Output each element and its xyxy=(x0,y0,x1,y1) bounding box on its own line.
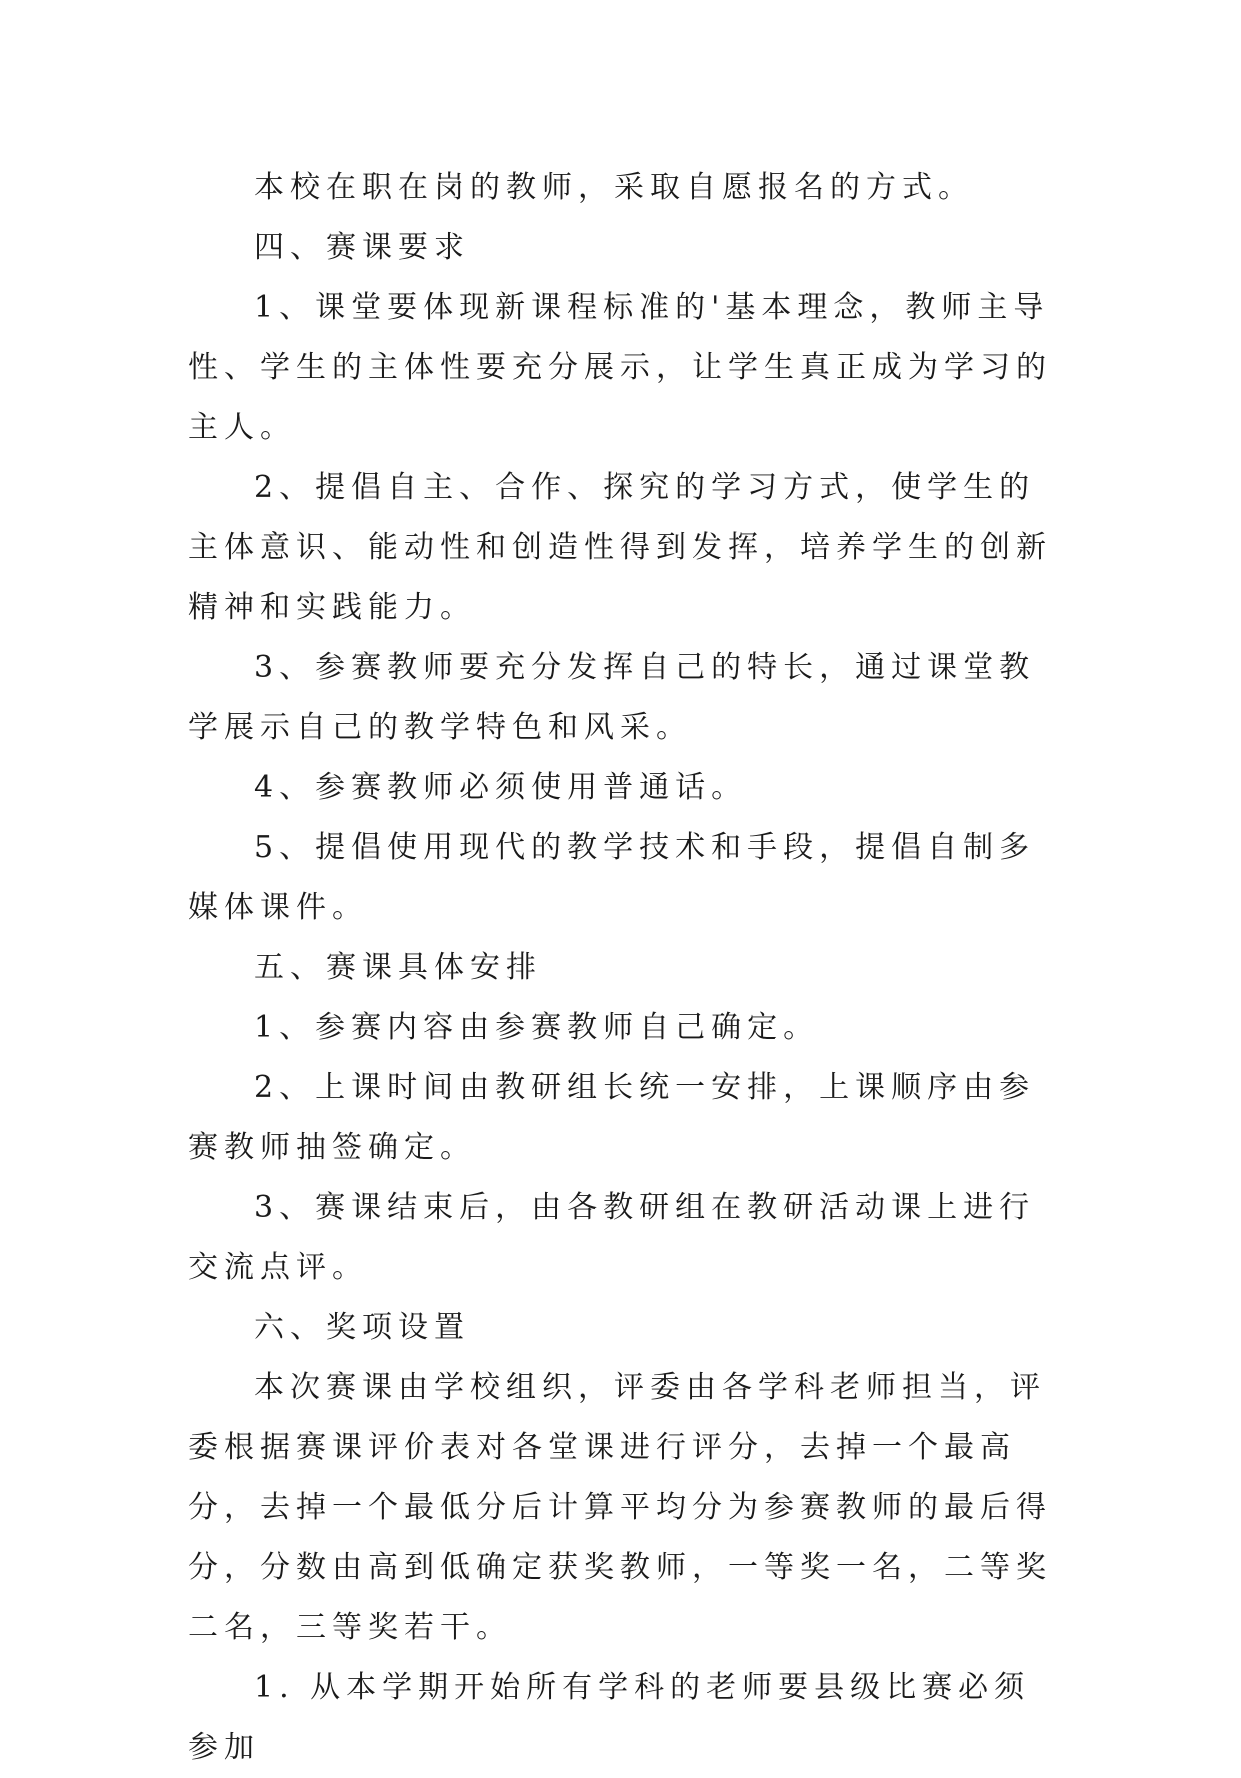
paragraph-awards-1: 1. 从本学期开始所有学科的老师要县级比赛必须参加 xyxy=(188,1670,1031,1765)
paragraph-eligibility: 本校在职在岗的教师，采取自愿报名的方式。 xyxy=(254,170,974,205)
paragraph-requirement-5: 5、提倡使用现代的教学技术和手段，提倡自制多媒体课件。 xyxy=(188,830,1036,925)
heading-requirements: 四、赛课要求 xyxy=(254,230,470,265)
paragraph-arrangement-3: 3、赛课结束后，由各教研组在教研活动课上进行交流点评。 xyxy=(188,1190,1036,1285)
paragraph-requirement-4: 4、参赛教师必须使用普通话。 xyxy=(254,770,748,805)
heading-arrangement: 五、赛课具体安排 xyxy=(254,950,542,985)
paragraph-requirement-2: 2、提倡自主、合作、探究的学习方式，使学生的主体意识、能动性和创造性得到发挥，培养学生的创新精神和实践能力。 xyxy=(188,470,1052,625)
paragraph-awards: 本次赛课由学校组织，评委由各学科老师担当，评委根据赛课评价表对各堂课进行评分，去掉一个最高分，去掉一个最低分后计算平均分为参赛教师的最后得分，分数由高到低确定获奖教师，一等奖一名，二等奖二名，三等奖若干。 xyxy=(188,1370,1052,1645)
paragraph-arrangement-1: 1、参赛内容由参赛教师自己确定。 xyxy=(254,1010,820,1045)
heading-awards: 六、奖项设置 xyxy=(254,1310,470,1345)
paragraph-requirement-1: 1、课堂要体现新课程标准的'基本理念，教师主导性、学生的主体性要充分展示，让学生真正成为学习的主人。 xyxy=(188,290,1052,445)
paragraph-requirement-3: 3、参赛教师要充分发挥自己的特长，通过课堂教学展示自己的教学特色和风采。 xyxy=(188,650,1036,745)
paragraph-arrangement-2: 2、上课时间由教研组长统一安排，上课顺序由参赛教师抽签确定。 xyxy=(188,1070,1036,1165)
document-body xyxy=(188,158,1058,1778)
